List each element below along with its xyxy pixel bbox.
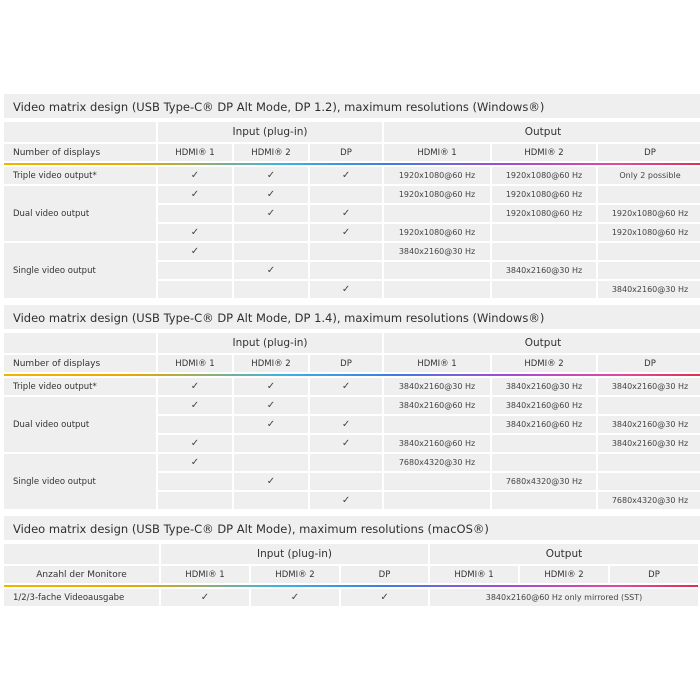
output-value: 3840x2160@60 Hz (492, 416, 596, 433)
output-value (492, 492, 596, 509)
check-icon (234, 281, 308, 298)
check-icon: ✓ (158, 435, 232, 452)
rainbow-divider (4, 374, 700, 376)
check-icon: ✓ (234, 416, 308, 433)
output-value (384, 281, 490, 298)
check-icon: ✓ (234, 473, 308, 490)
matrix-section-macos (4, 516, 700, 608)
check-icon (234, 454, 308, 471)
output-value: 1920x1080@60 Hz (384, 224, 490, 241)
output-value (598, 397, 700, 414)
check-icon (310, 397, 382, 414)
col-input-hdmi1: HDMI® 1 (158, 355, 232, 372)
check-icon: ✓ (310, 167, 382, 184)
check-icon: ✓ (158, 243, 232, 260)
output-value: 1920x1080@60 Hz (492, 186, 596, 203)
check-icon: ✓ (158, 186, 232, 203)
col-input-hdmi2: HDMI® 2 (234, 355, 308, 372)
table-row (4, 167, 700, 184)
output-value (384, 205, 490, 222)
check-icon: ✓ (310, 378, 382, 395)
output-value (384, 473, 490, 490)
output-value: 3840x2160@30 Hz (492, 262, 596, 279)
col-output-dp: DP (598, 355, 700, 372)
col-input-dp: DP (310, 355, 382, 372)
matrix-section-dp12 (4, 94, 700, 300)
table-row (4, 186, 700, 203)
rainbow-divider (4, 585, 698, 587)
check-icon (158, 262, 232, 279)
section-title: Video matrix design (USB Type-C® DP Alt Mode), maximum resolutions (macOS®) (4, 516, 700, 542)
check-icon (234, 243, 308, 260)
output-value: 3840x2160@60 Hz only mirrored (SST) (430, 589, 698, 606)
check-icon (158, 492, 232, 509)
check-icon: ✓ (234, 186, 308, 203)
output-value: 1920x1080@60 Hz (492, 205, 596, 222)
check-icon: ✓ (234, 397, 308, 414)
col-output-hdmi2: HDMI® 2 (492, 355, 596, 372)
output-value: 1920x1080@60 Hz (384, 167, 490, 184)
matrix-section-dp14 (4, 305, 700, 511)
col-output-hdmi1: HDMI® 1 (384, 144, 490, 161)
output-group-header: Output (430, 544, 698, 564)
output-value: 1920x1080@60 Hz (384, 186, 490, 203)
output-value (492, 224, 596, 241)
check-icon: ✓ (310, 281, 382, 298)
check-icon: ✓ (161, 589, 249, 606)
check-icon: ✓ (310, 435, 382, 452)
displays-count-header: Number of displays (4, 355, 156, 372)
row-label: Dual video output (4, 186, 156, 241)
output-value (384, 262, 490, 279)
output-value (384, 416, 490, 433)
output-value: 3840x2160@30 Hz (598, 416, 700, 433)
check-icon: ✓ (158, 224, 232, 241)
table-row (4, 243, 700, 260)
table-row (4, 589, 698, 606)
row-label: Single video output (4, 454, 156, 509)
check-icon: ✓ (310, 492, 382, 509)
output-value (598, 473, 700, 490)
output-value (598, 186, 700, 203)
row-label: Triple video output* (4, 167, 156, 184)
check-icon (234, 435, 308, 452)
corner-cell (4, 544, 159, 564)
corner-cell (4, 122, 156, 142)
check-icon: ✓ (234, 262, 308, 279)
check-icon (158, 205, 232, 222)
check-icon (310, 186, 382, 203)
output-value (492, 243, 596, 260)
matrix-table (2, 120, 700, 300)
col-output-dp: DP (610, 566, 698, 583)
col-input-dp: DP (310, 144, 382, 161)
col-output-hdmi1: HDMI® 1 (430, 566, 518, 583)
displays-count-header: Number of displays (4, 144, 156, 161)
output-value (492, 281, 596, 298)
output-value: 3840x2160@60 Hz (384, 397, 490, 414)
output-value (598, 454, 700, 471)
table-row (4, 397, 700, 414)
matrix-table (2, 542, 700, 608)
output-value: 3840x2160@60 Hz (384, 435, 490, 452)
output-group-header: Output (384, 122, 700, 142)
row-label: Triple video output* (4, 378, 156, 395)
output-value: 7680x4320@30 Hz (384, 454, 490, 471)
input-group-header: Input (plug-in) (161, 544, 428, 564)
rainbow-divider (4, 163, 700, 165)
output-value: 3840x2160@30 Hz (384, 243, 490, 260)
output-value (384, 492, 490, 509)
check-icon: ✓ (158, 378, 232, 395)
col-input-hdmi2: HDMI® 2 (251, 566, 339, 583)
section-title: Video matrix design (USB Type-C® DP Alt Mode, DP 1.2), maximum resolutions (Windows®) (4, 94, 700, 120)
output-value: 3840x2160@30 Hz (598, 435, 700, 452)
col-input-dp: DP (341, 566, 428, 583)
output-value (492, 435, 596, 452)
output-value: 3840x2160@60 Hz (492, 397, 596, 414)
row-label: 1/2/3-fache Videoausgabe (4, 589, 159, 606)
output-value: 1920x1080@60 Hz (492, 167, 596, 184)
col-input-hdmi1: HDMI® 1 (158, 144, 232, 161)
corner-cell (4, 333, 156, 353)
section-title: Video matrix design (USB Type-C® DP Alt Mode, DP 1.4), maximum resolutions (Windows®) (4, 305, 700, 331)
check-icon: ✓ (234, 205, 308, 222)
check-icon (158, 281, 232, 298)
col-input-hdmi1: HDMI® 1 (161, 566, 249, 583)
check-icon: ✓ (310, 416, 382, 433)
check-icon (234, 224, 308, 241)
check-icon: ✓ (234, 167, 308, 184)
output-value: Only 2 possible (598, 167, 700, 184)
output-value: 3840x2160@30 Hz (492, 378, 596, 395)
input-group-header: Input (plug-in) (158, 333, 382, 353)
output-value (598, 262, 700, 279)
output-value: 3840x2160@30 Hz (598, 378, 700, 395)
check-icon (234, 492, 308, 509)
col-input-hdmi2: HDMI® 2 (234, 144, 308, 161)
check-icon: ✓ (158, 454, 232, 471)
table-row (4, 454, 700, 471)
output-value: 3840x2160@30 Hz (384, 378, 490, 395)
output-value (598, 243, 700, 260)
input-group-header: Input (plug-in) (158, 122, 382, 142)
output-value: 7680x4320@30 Hz (598, 492, 700, 509)
table-row (4, 378, 700, 395)
check-icon (158, 473, 232, 490)
output-value: 1920x1080@60 Hz (598, 205, 700, 222)
check-icon: ✓ (341, 589, 428, 606)
check-icon: ✓ (234, 378, 308, 395)
check-icon: ✓ (158, 397, 232, 414)
check-icon: ✓ (251, 589, 339, 606)
check-icon: ✓ (310, 205, 382, 222)
output-value: 7680x4320@30 Hz (492, 473, 596, 490)
row-label: Dual video output (4, 397, 156, 452)
check-icon (158, 416, 232, 433)
col-output-hdmi1: HDMI® 1 (384, 355, 490, 372)
output-value (492, 454, 596, 471)
check-icon (310, 473, 382, 490)
check-icon (310, 243, 382, 260)
check-icon (310, 454, 382, 471)
matrix-table (2, 331, 700, 511)
output-value: 3840x2160@30 Hz (598, 281, 700, 298)
check-icon: ✓ (310, 224, 382, 241)
col-output-hdmi2: HDMI® 2 (492, 144, 596, 161)
row-label: Single video output (4, 243, 156, 298)
output-value: 1920x1080@60 Hz (598, 224, 700, 241)
check-icon: ✓ (158, 167, 232, 184)
col-output-dp: DP (598, 144, 700, 161)
col-output-hdmi2: HDMI® 2 (520, 566, 608, 583)
check-icon (310, 262, 382, 279)
output-group-header: Output (384, 333, 700, 353)
displays-count-header: Anzahl der Monitore (4, 566, 159, 583)
